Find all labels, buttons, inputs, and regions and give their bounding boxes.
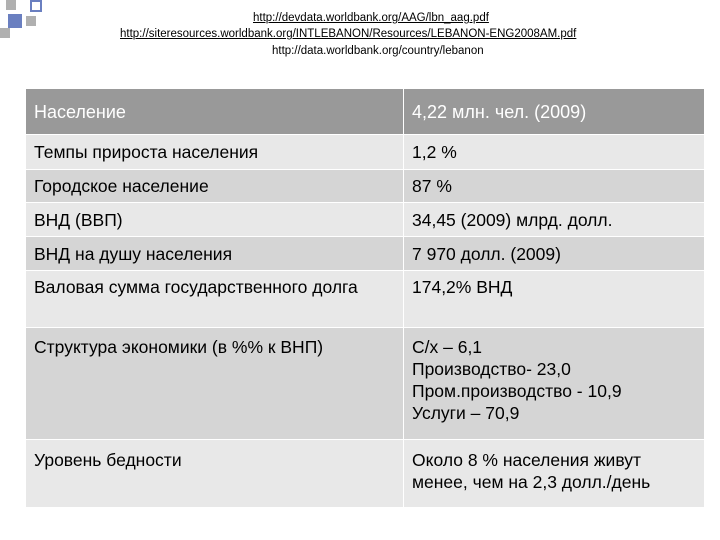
row-value: 87 % (404, 170, 705, 203)
row-label: Темпы прироста населения (26, 135, 404, 170)
table-row (26, 203, 705, 237)
row-label: ВНД на душу населения (26, 237, 404, 271)
header-value: 4,22 млн. чел. (2009) (404, 89, 705, 135)
row-value: 7 970 долл. (2009) (404, 237, 705, 271)
header-label: Население (26, 89, 404, 135)
corner-decoration (0, 0, 60, 40)
source-link-country[interactable]: http://data.worldbank.org/country/lebanon (272, 45, 484, 57)
row-value: 174,2% ВНД (404, 271, 705, 328)
row-label: ВНД (ВВП) (26, 203, 404, 237)
source-link-resources[interactable]: http://siteresources.worldbank.org/INTLEBANON/Resources/LEBANON-ENG2008AM.pdf (120, 28, 577, 40)
economy-line: Производство- 23,0 (412, 359, 571, 379)
row-value: 34,45 (2009) млрд. долл. (404, 203, 705, 237)
table-row (26, 440, 705, 508)
table-row (26, 271, 705, 328)
row-value (404, 328, 705, 440)
economy-line: Услуги – 70,9 (412, 403, 520, 423)
table-header-row (26, 89, 705, 135)
row-label: Уровень бедности (26, 440, 404, 508)
row-label: Валовая сумма государственного долга (26, 271, 404, 328)
row-value: 1,2 % (404, 135, 705, 170)
lebanon-stats-table (25, 88, 705, 508)
table-row (26, 135, 705, 170)
table-row (26, 170, 705, 203)
row-value: Около 8 % населения живут менее, чем на 2,3 долл./день (404, 440, 705, 508)
row-label: Городское население (26, 170, 404, 203)
source-link-aag[interactable]: http://devdata.worldbank.org/AAG/lbn_aag.pdf (253, 12, 489, 24)
economy-line: Пром.производство - 10,9 (412, 381, 622, 401)
table-row (26, 328, 705, 440)
row-label: Структура экономики (в %% к ВНП) (26, 328, 404, 440)
table-row (26, 237, 705, 271)
economy-line: С/х – 6,1 (412, 337, 483, 357)
